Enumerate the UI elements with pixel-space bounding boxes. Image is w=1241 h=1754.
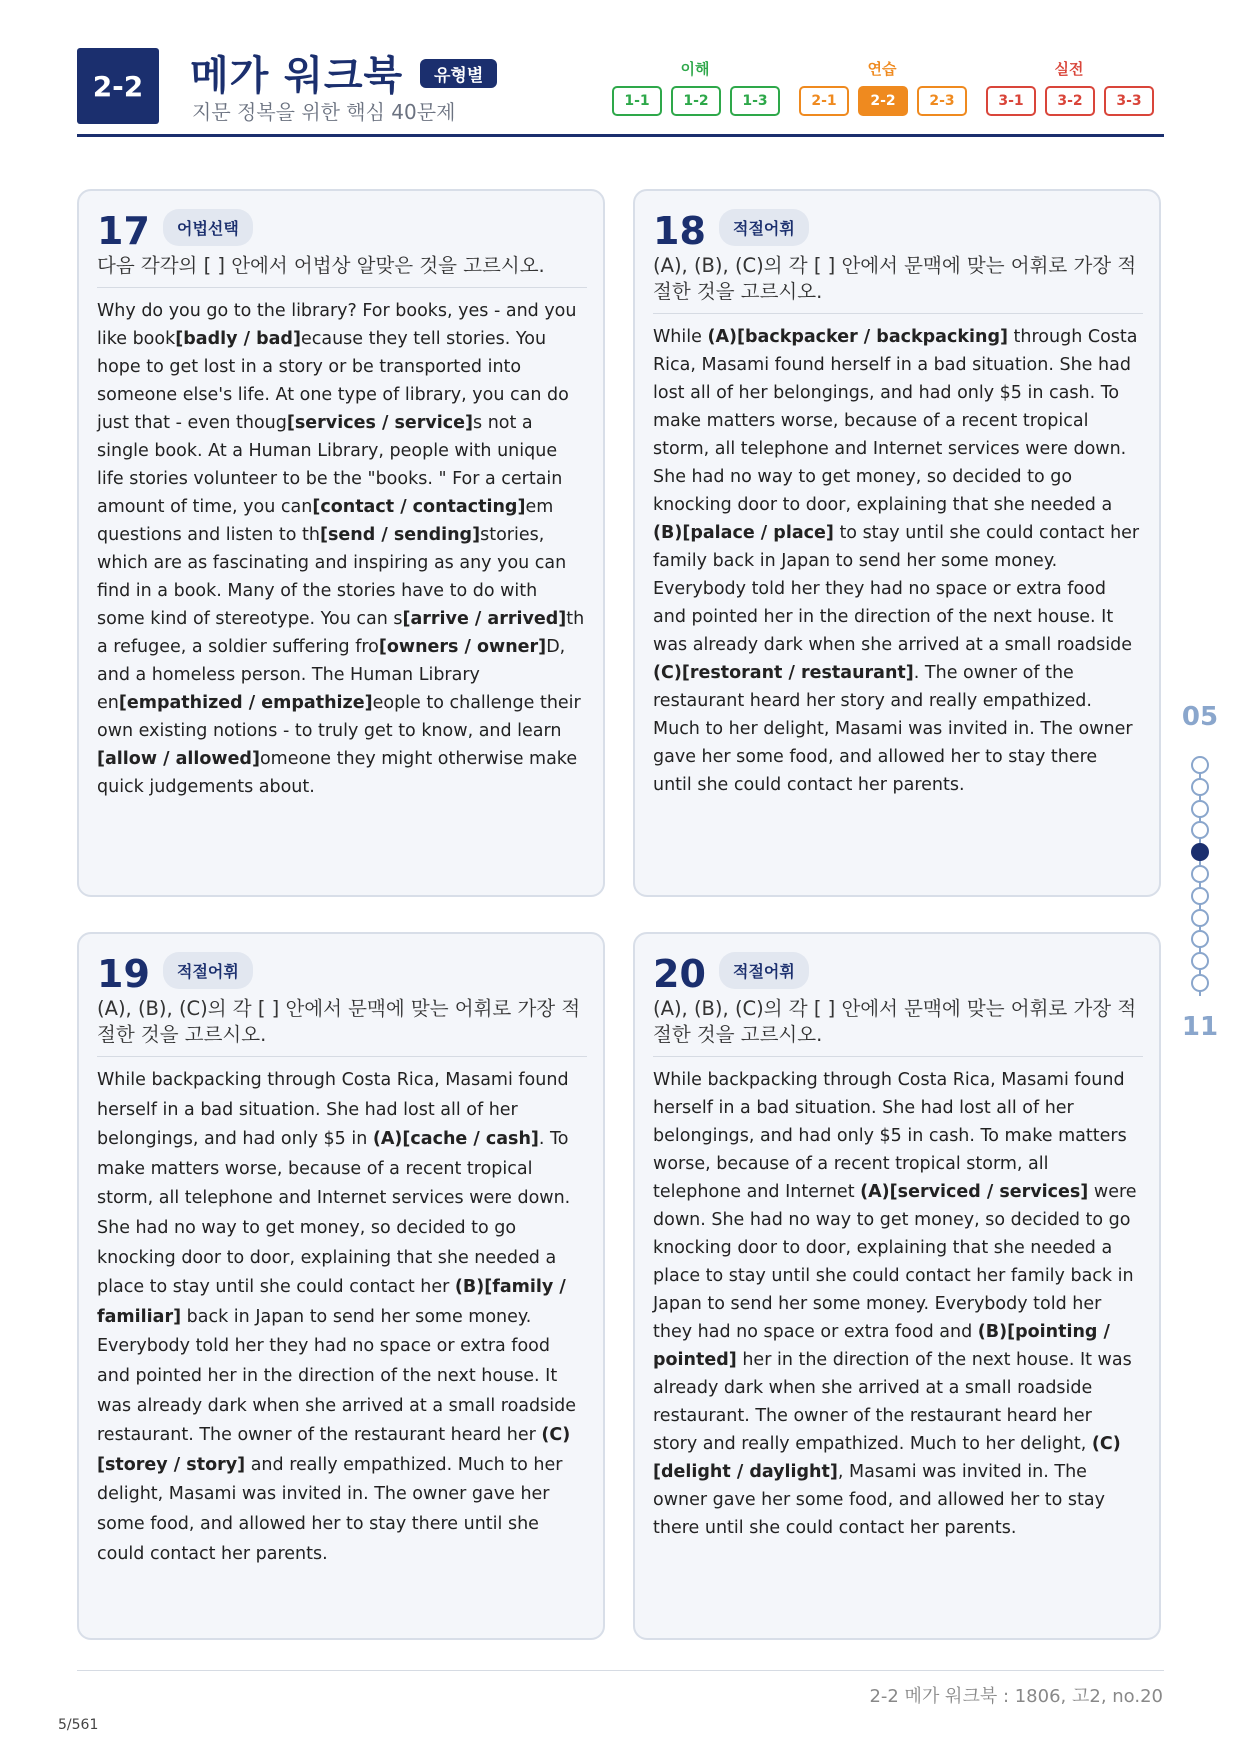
side-nav-dot-current[interactable] xyxy=(1191,843,1209,861)
question-instruction: (A), (B), (C)의 각 [ ] 안에서 문맥에 맞는 어휘로 가장 적절한 것을 고르시오. xyxy=(97,997,581,1046)
question-instruction: (A), (B), (C)의 각 [ ] 안에서 문맥에 맞는 어휘로 가장 적절한 것을 고르시오. xyxy=(653,997,1137,1046)
answer-choice: (A)[backpacker / backpacking] xyxy=(707,327,1008,347)
side-nav-dot[interactable] xyxy=(1191,887,1209,905)
question-type-tag: 어법선택 xyxy=(163,209,253,246)
question-type-tag: 적절어휘 xyxy=(163,952,253,989)
answer-choice: (A)[serviced / services] xyxy=(860,1182,1089,1202)
question-card-17 xyxy=(77,189,605,897)
side-nav-dot[interactable] xyxy=(1191,821,1209,839)
level-chip-2-1[interactable]: 2-1 xyxy=(799,86,849,116)
question-number: 18 xyxy=(653,209,706,253)
instruction-divider xyxy=(653,313,1143,314)
level-label-practice: 연습 xyxy=(867,60,897,78)
question-passage: While backpacking through Costa Rica, Masami found herself in a bad situation. She had lost all of her belongings, and had only $5 in cash. To make matters worse, because of a recent tropical storm, all telephone and Internet (A)[serviced / services] were down. She had no way to get money, so decided to go knocking door to door, explaining that she needed a place to stay until she could contact her family back in Japan to send her some money. Everybody told her they had no space or extra food and (B)[pointing / pointed] her in the direction of the next house. It was already dark when she arrived at a small roadside restaurant. The owner of the restaurant heard her story and really empathized. Much to her delight, (C)[delight / daylight], Masami was invited in. The owner gave her some food, and allowed her to stay there until she could contact her parents. xyxy=(653,1070,1137,1538)
question-card-18 xyxy=(633,189,1161,897)
side-nav-dot[interactable] xyxy=(1191,778,1209,796)
level-chip-3-1[interactable]: 3-1 xyxy=(986,86,1036,116)
answer-choice: [owners / owner] xyxy=(378,637,547,657)
side-nav-dot[interactable] xyxy=(1191,974,1209,992)
type-tag: 유형별 xyxy=(420,59,497,88)
question-passage: Why do you go to the library? For books, yes - and you like book[badly / bad]ecause they tell stories. You hope to get lost in a story or be transported into someone else's life. At one type of library, you can do just that - even thoug[services / service]s not a single book. At a Human Library, people with unique life stories volunteer to be the "books. " For a certain amount of time, you can[contact / contacting]em questions and listen to th[send / sending]stories, which are as fascinating and inspiring as any you can find in a book. Many of the stories have to do with some kind of stereotype. You can s[arrive / arrived]th a refugee, a soldier suffering fro[owners / owner]D, and a homeless person. The Human Library en[empathized / empathize]eople to challenge their own existing notions - to truly get to know, and learn [allow / allowed]omeone they might otherwise make quick judgements about. xyxy=(97,301,585,797)
side-nav-dot[interactable] xyxy=(1191,865,1209,883)
level-label-understand: 이해 xyxy=(680,60,710,78)
question-passage: While backpacking through Costa Rica, Masami found herself in a bad situation. She had lost all of her belongings, and had only $5 in (A)[cache / cash]. To make matters worse, because of a recent tropical storm, all telephone and Internet services were down. She had no way to get money, so decided to go knocking door to door, explaining that she needed a place to stay until she could contact her (B)[family / familiar] back in Japan to send her some money. Everybody told her they had no space or extra food and pointed her in the direction of the next house. It was already dark when she arrived at a small roadside restaurant. The owner of the restaurant heard her (C)[storey / story] and really empathized. Much to her delight, Masami was invited in. The owner gave her some food, and allowed her to stay there until she could contact her parents. xyxy=(97,1070,576,1564)
answer-choice: (C)[restorant / restaurant] xyxy=(653,663,914,683)
footer-divider xyxy=(77,1670,1164,1671)
question-type-tag: 적절어휘 xyxy=(719,209,809,246)
answer-choice: [contact / contacting] xyxy=(312,497,526,517)
level-chip-1-2[interactable]: 1-2 xyxy=(671,86,721,116)
question-card-20 xyxy=(633,932,1161,1640)
header-divider xyxy=(77,134,1164,137)
side-nav-start: 05 xyxy=(1181,702,1219,732)
answer-choice: (C)[delight / daylight] xyxy=(653,1434,1121,1482)
answer-choice: [allow / allowed] xyxy=(97,749,260,769)
side-nav-dot[interactable] xyxy=(1191,930,1209,948)
level-chip-1-1[interactable]: 1-1 xyxy=(612,86,662,116)
question-number: 17 xyxy=(97,209,150,253)
instruction-divider xyxy=(97,287,587,288)
answer-choice: [arrive / arrived] xyxy=(402,609,567,629)
side-nav-dot[interactable] xyxy=(1191,952,1209,970)
level-chip-3-2[interactable]: 3-2 xyxy=(1045,86,1095,116)
answer-choice: [badly / bad] xyxy=(175,329,301,349)
question-number: 20 xyxy=(653,952,706,996)
answer-choice: (A)[cache / cash] xyxy=(372,1129,539,1150)
level-chip-3-3[interactable]: 3-3 xyxy=(1104,86,1154,116)
answer-choice: (B)[family / familiar] xyxy=(97,1277,566,1327)
question-passage: While (A)[backpacker / backpacking] through Costa Rica, Masami found herself in a bad situation. She had lost all of her belongings, and had only $5 in cash. To make matters worse, because of a recent tropical storm, all telephone and Internet services were down. She had no way to get money, so decided to go knocking door to door, explaining that she needed a (B)[palace / place] to stay until she could contact her family back in Japan to send her some money. Everybody told her they had no space or extra food and pointed her in the direction of the next house. It was already dark when she arrived at a small roadside (C)[restorant / restaurant]. The owner of the restaurant heard her story and really empathized. Much to her delight, Masami was invited in. The owner gave her some food, and allowed her to stay there until she could contact her parents. xyxy=(653,327,1140,795)
section-badge: 2-2 xyxy=(77,48,159,124)
question-instruction: 다음 각각의 [ ] 안에서 어법상 알맞은 것을 고르시오. xyxy=(97,254,545,277)
question-type-tag: 적절어휘 xyxy=(719,952,809,989)
instruction-divider xyxy=(97,1056,587,1057)
level-chip-2-3[interactable]: 2-3 xyxy=(917,86,967,116)
page-counter: 5/561 xyxy=(58,1717,99,1733)
page-subtitle: 지문 정복을 위한 핵심 40문제 xyxy=(192,100,456,124)
answer-choice: (C)[storey / story] xyxy=(97,1425,571,1475)
answer-choice: [send / sending] xyxy=(319,525,481,545)
instruction-divider xyxy=(653,1056,1143,1057)
side-nav-dot[interactable] xyxy=(1191,909,1209,927)
question-instruction: (A), (B), (C)의 각 [ ] 안에서 문맥에 맞는 어휘로 가장 적절한 것을 고르시오. xyxy=(653,254,1137,303)
level-label-real: 실전 xyxy=(1054,60,1084,78)
answer-choice: (B)[palace / place] xyxy=(653,523,834,543)
level-chip-2-2[interactable]: 2-2 xyxy=(858,86,908,116)
question-card-19 xyxy=(77,932,605,1640)
side-nav-dot[interactable] xyxy=(1191,756,1209,774)
side-nav-dot[interactable] xyxy=(1191,800,1209,818)
side-nav-end: 11 xyxy=(1181,1012,1219,1042)
footer-source: 2-2 메가 워크북 : 1806, 고2, no.20 xyxy=(869,1686,1163,1707)
answer-choice: [empathized / empathize] xyxy=(118,693,373,713)
answer-choice: [services / service] xyxy=(286,413,474,433)
answer-choice: (B)[pointing / pointed] xyxy=(653,1322,1110,1370)
level-chip-1-3[interactable]: 1-3 xyxy=(730,86,780,116)
page-title: 메가 워크북 xyxy=(190,53,404,99)
question-number: 19 xyxy=(97,952,150,996)
